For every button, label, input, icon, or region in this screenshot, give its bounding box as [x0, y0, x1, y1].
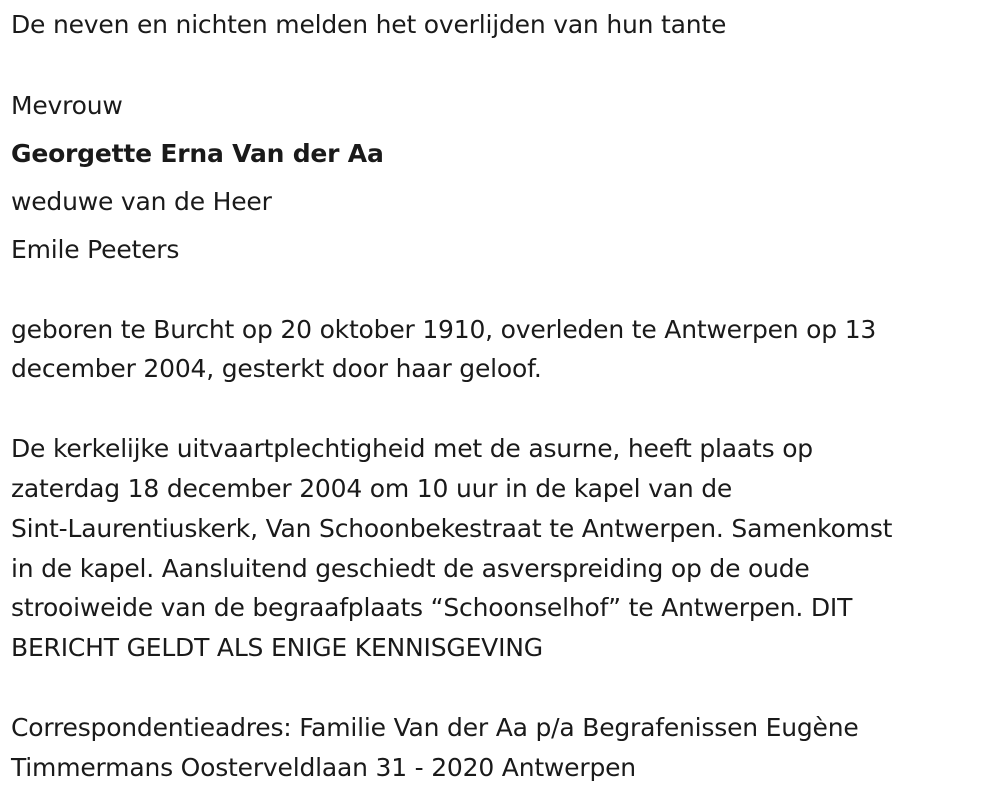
- ceremony-line-3: Sint-Laurentiuskerk, Van Schoonbekestraat te Antwerpen. Samenkomst: [11, 514, 893, 543]
- birth-death-line-2: december 2004, gesterkt door haar geloof.: [11, 354, 542, 383]
- ceremony-line-1: De kerkelijke uitvaartplechtigheid met de asurne, heeft plaats op: [11, 434, 813, 463]
- intro-text: De neven en nichten melden het overlijden van hun tante: [11, 10, 727, 39]
- widow-of-text: weduwe van de Heer: [11, 187, 272, 216]
- ceremony-line-5: strooiweide van de begraafplaats “Schoonselhof” te Antwerpen. DIT: [11, 593, 853, 622]
- spouse-name: Emile Peeters: [11, 235, 180, 264]
- deceased-name: Georgette Erna Van der Aa: [11, 139, 384, 168]
- correspondence-line-1: Correspondentieadres: Familie Van der Aa p/a Begrafenissen Eugène: [11, 713, 859, 742]
- ceremony-line-4: in de kapel. Aansluitend geschiedt de asverspreiding op de oude: [11, 554, 810, 583]
- salutation: Mevrouw: [11, 91, 123, 120]
- correspondence-line-2: Timmermans Oosterveldlaan 31 - 2020 Antwerpen: [11, 753, 636, 782]
- ceremony-line-2: zaterdag 18 december 2004 om 10 uur in de kapel van de: [11, 474, 733, 503]
- birth-death-line-1: geboren te Burcht op 20 oktober 1910, overleden te Antwerpen op 13: [11, 315, 877, 344]
- ceremony-line-6: BERICHT GELDT ALS ENIGE KENNISGEVING: [11, 633, 543, 662]
